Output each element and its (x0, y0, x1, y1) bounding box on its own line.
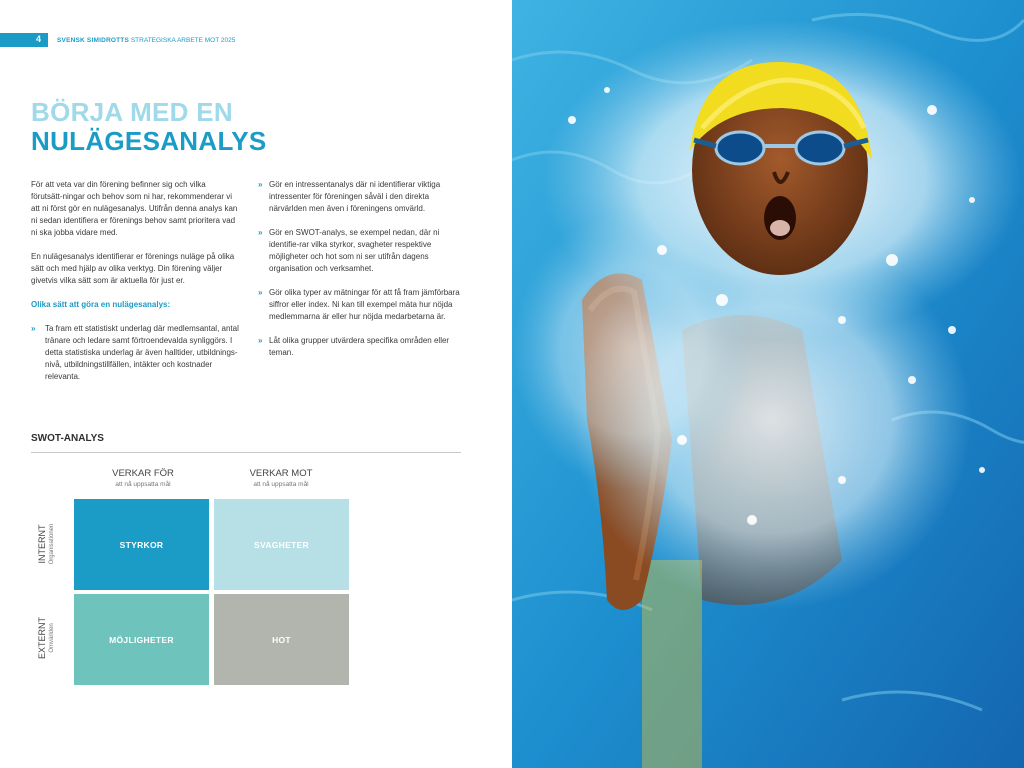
swot-col-mot-label: VERKAR MOT (249, 468, 313, 479)
text-column-1 (31, 179, 239, 395)
subheading-methods: Olika sätt att göra en nulägesanalys: (31, 300, 171, 309)
paragraph-definition: En nulägesanalys identifierar er förenings nuläge på olika sätt och med hjälp av olika verktyg. Din förening väljer givetvis vilka sätt som är aktuella för just er. (31, 252, 235, 285)
swot-col-mot-sub: att nå uppsatta mål (253, 481, 309, 488)
backstroke-swimmer-photo (512, 0, 1024, 768)
text-column-2 (258, 179, 463, 371)
swot-col-for-label: VERKAR FÖR (112, 468, 174, 479)
swot-row-externt-label: EXTERNT (37, 617, 47, 660)
bullet-marker-icon: » (31, 324, 36, 333)
swot-row-internt-sub: Organisationen (49, 523, 55, 565)
page-title (31, 98, 267, 156)
bullet-text: Gör olika typer av mätningar för att få fram jämförbara siffror eller index. Ni kan till exempel mäta hur nöjda medlemmarna är eller hur nöjda medarbetarna är. (269, 288, 460, 321)
swot-cell-mojligheter: MÖJLIGHETER (74, 594, 209, 685)
swot-row-label-internt (37, 499, 63, 589)
swot-title: SWOT-ANALYS (31, 433, 104, 444)
bullet-item (258, 335, 463, 359)
swot-cell-svagheter: SVAGHETER (214, 499, 349, 590)
bullet-text: Gör en intressentanalys där ni identifierar viktiga intressenter för föreningen såväl i den direkta närvärlden men även i föreningens omvärld. (269, 180, 441, 213)
swot-row-internt-label: INTERNT (37, 524, 47, 564)
page-number: 4 (36, 34, 42, 44)
bullet-item (31, 323, 239, 383)
running-header-org: SVENSK SIMIDROTTS (57, 37, 130, 44)
swot-column-header-mot (211, 468, 351, 488)
bullet-marker-icon: » (258, 180, 263, 189)
page-title-line1: BÖRJA MED EN (31, 97, 233, 127)
bullet-item (258, 287, 463, 323)
bullet-marker-icon: » (258, 228, 263, 237)
paragraph-intro: För att veta var din förening befinner sig och vilka förutsätt-ningar och behov som ni har, rekommenderar vi att ni först gör en nulägesanalys. Utifrån denna analys kan ni sedan identifiera er förenings behov samt prioritera vad ni ska jobba vidare med. (31, 180, 238, 237)
running-header-doc: STRATEGISKA ARBETE MOT 2025 (130, 37, 236, 44)
page-title-line2: NULÄGESANALYS (31, 126, 267, 156)
bullet-item (258, 179, 463, 215)
swot-cell-styrkor: STYRKOR (74, 499, 209, 590)
swot-cell-hot: HOT (214, 594, 349, 685)
bullet-text: Ta fram ett statistiskt underlag där medlemsantal, antal tränare och ledare samt förtroendevalda synliggörs. I detta statistiska underlag är även halltider, utbildnings-nivå, utbildningstillfällen, intäkter och kostnader relevanta. (45, 324, 239, 381)
swot-row-externt-sub: Omvärlden (49, 623, 55, 653)
bullet-marker-icon: » (258, 336, 263, 345)
bullet-text: Låt olika grupper utvärdera specifika områden eller teman. (269, 336, 450, 357)
bullet-item (258, 227, 463, 275)
running-header (57, 37, 235, 44)
swot-row-label-externt (37, 593, 63, 683)
bullet-marker-icon: » (258, 288, 263, 297)
bullet-text: Gör en SWOT-analys, se exempel nedan, där ni identifie-rar vilka styrkor, svagheter respektive möjligheter och hot som ni ser utifrån dagens organisation och verksamhet. (269, 228, 440, 273)
swot-col-for-sub: att nå uppsatta mål (115, 481, 171, 488)
swot-divider (31, 452, 461, 453)
swot-column-header-for (73, 468, 213, 488)
